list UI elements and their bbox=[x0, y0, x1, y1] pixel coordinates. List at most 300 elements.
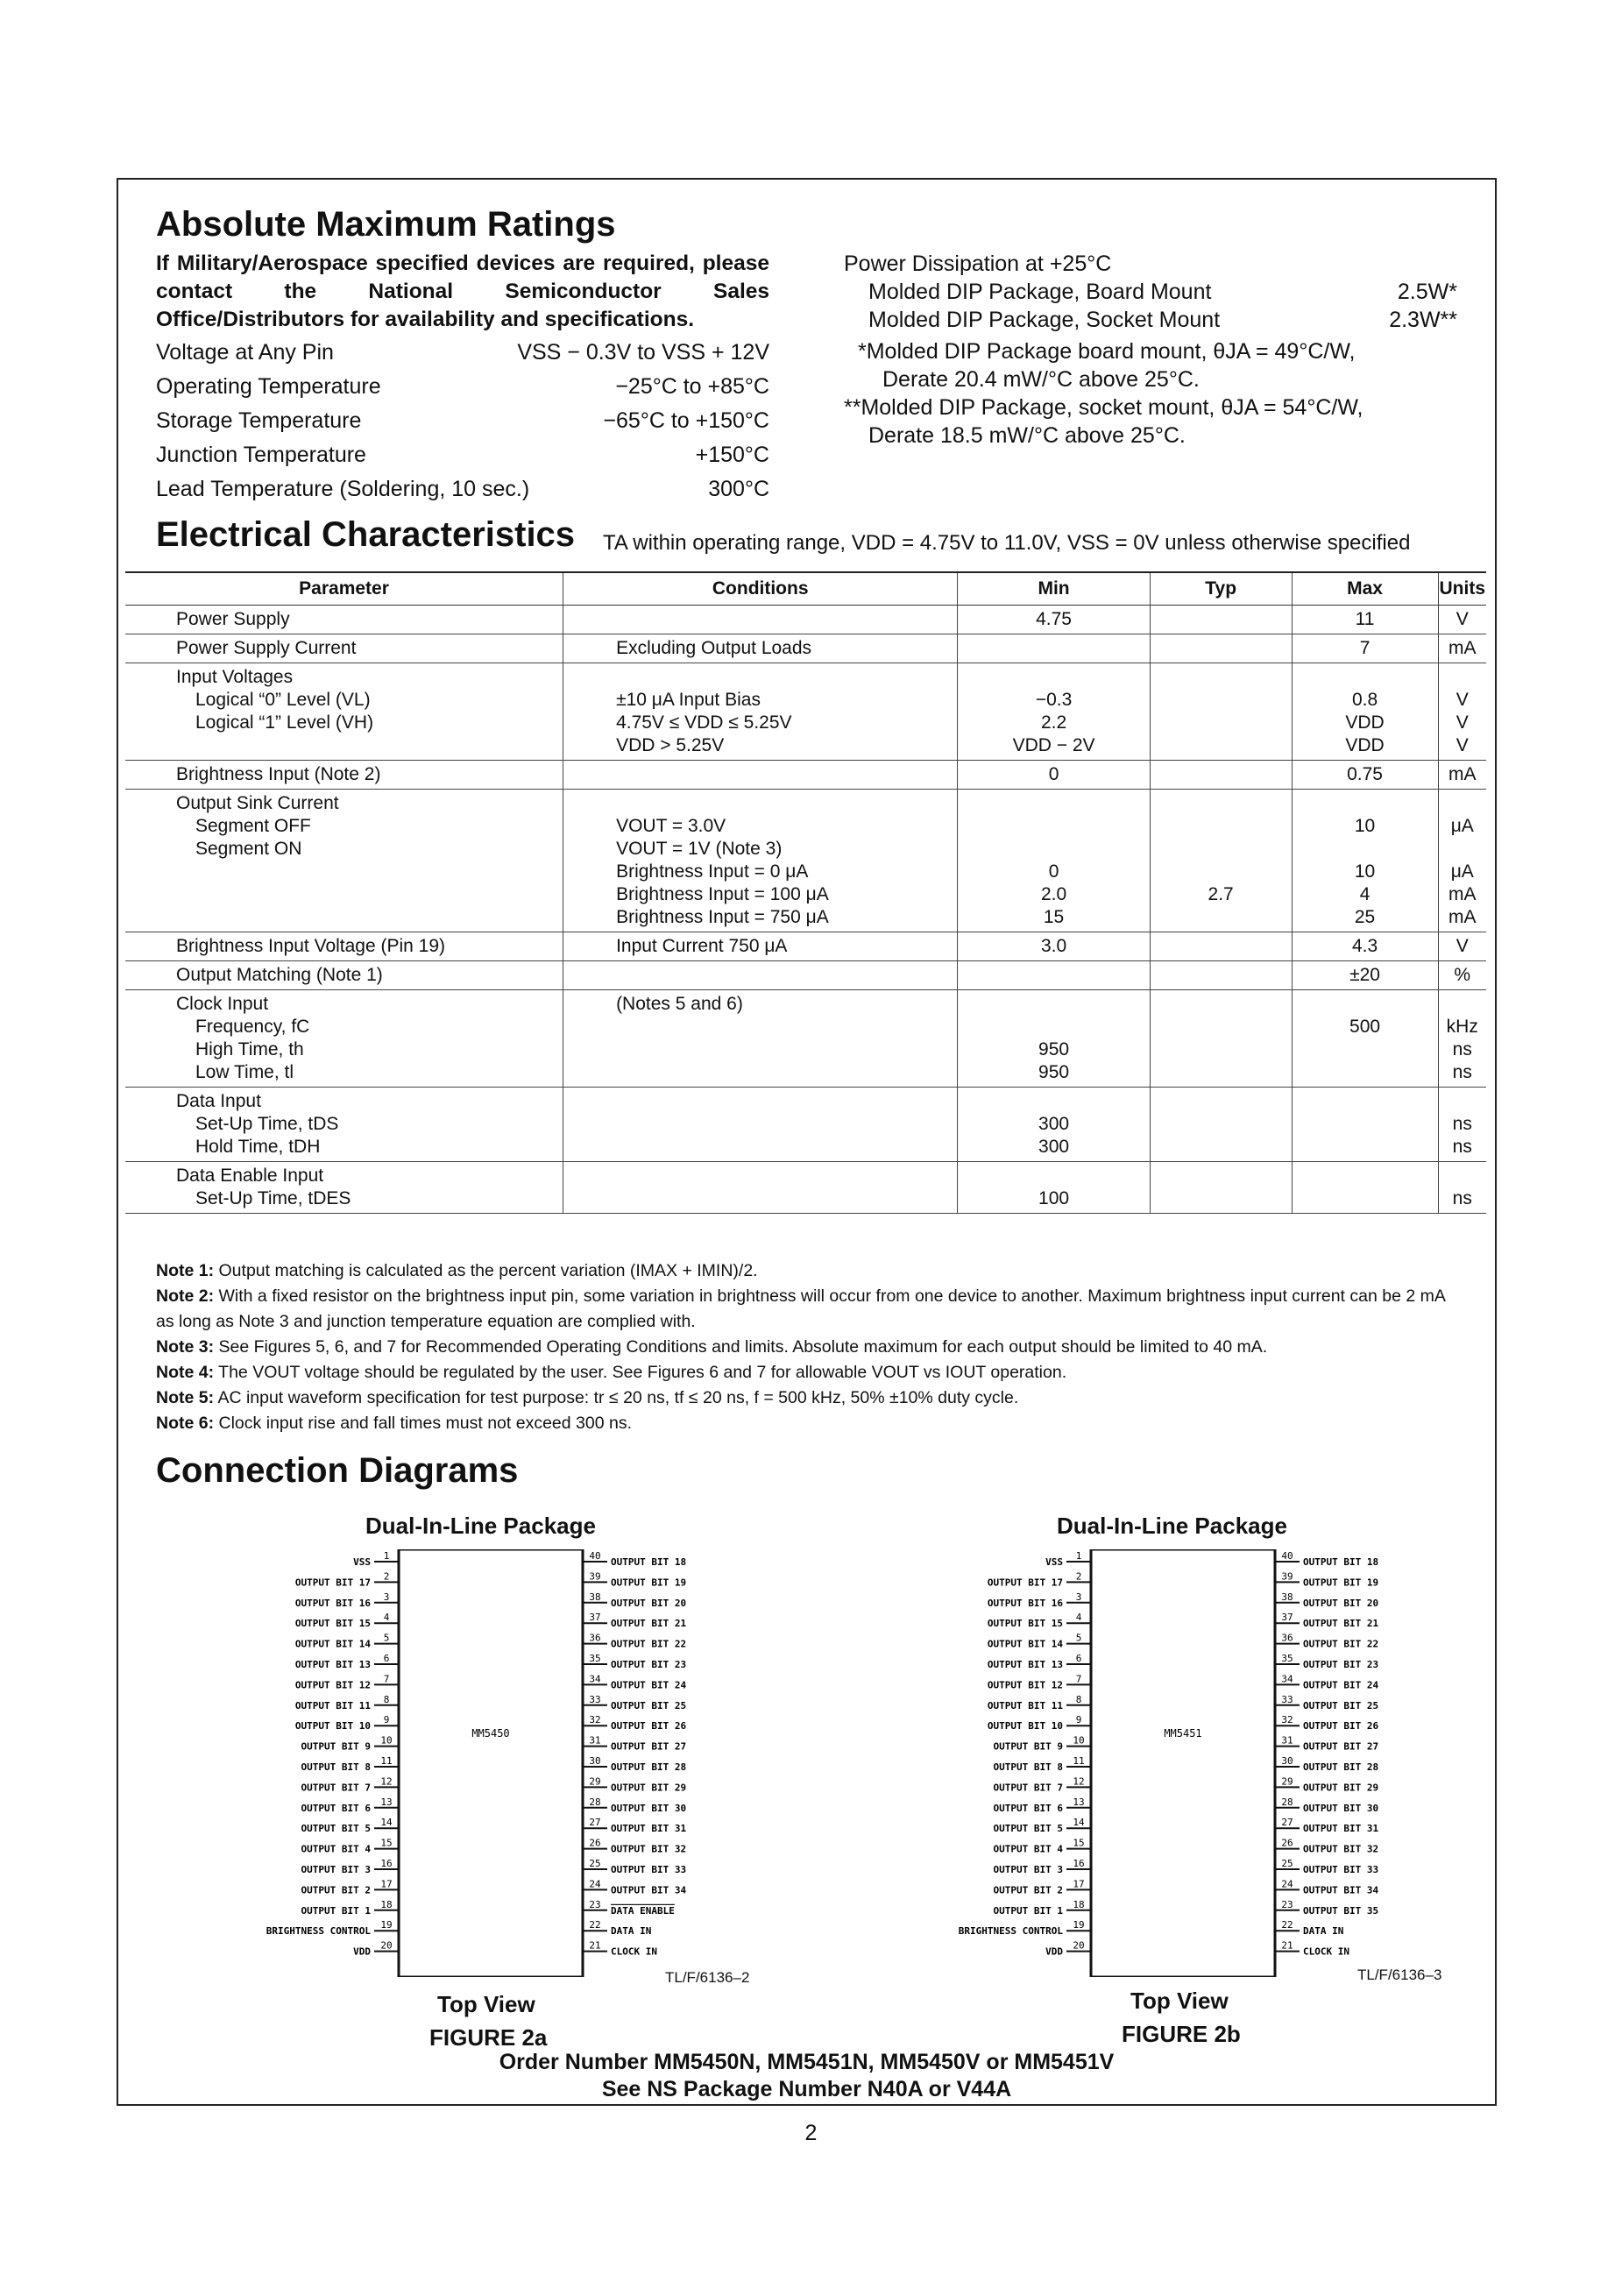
pin-number: 16 bbox=[380, 1858, 393, 1869]
rating-row bbox=[156, 404, 769, 438]
pin-label: OUTPUT BIT 17 bbox=[294, 1577, 371, 1589]
pin-number: 17 bbox=[380, 1878, 393, 1890]
ec-line: mA bbox=[1448, 884, 1477, 904]
ec-cell-u bbox=[1438, 961, 1486, 990]
ec-line bbox=[1151, 1165, 1292, 1187]
chip-body bbox=[1091, 1549, 1275, 1977]
ec-line: 10 bbox=[1354, 816, 1376, 836]
ec-line bbox=[1151, 838, 1292, 861]
col-units: Units bbox=[1438, 572, 1486, 606]
power-title: Power Dissipation at +25°C bbox=[844, 252, 1112, 276]
ec-cell-max bbox=[1292, 634, 1438, 663]
ec-line: μA bbox=[1450, 816, 1474, 836]
ec-title: Electrical Characteristics bbox=[156, 515, 576, 554]
pin-label: OUTPUT BIT 15 bbox=[987, 1618, 1063, 1630]
ec-line bbox=[616, 1038, 957, 1061]
pin-label: OUTPUT BIT 2 bbox=[993, 1884, 1063, 1896]
ec-line: ns bbox=[1452, 1114, 1472, 1134]
ec-line: Brightness Input = 0 μA bbox=[616, 861, 809, 882]
pin-number: 3 bbox=[1075, 1591, 1082, 1603]
pin-number: 31 bbox=[589, 1734, 601, 1747]
pin-label: OUTPUT BIT 27 bbox=[611, 1740, 687, 1753]
note-text: With a fixed resistor on the brightness input pin, some variation in brightness will occur from one device to another. Maximum brightness input current can be 2 mA as long as Note 3 and junction temperature equation are complied with. bbox=[156, 1286, 1445, 1331]
ec-line bbox=[1151, 666, 1292, 689]
ec-line: Brightness Input (Note 2) bbox=[176, 764, 381, 784]
ec-line bbox=[1151, 1061, 1292, 1084]
ec-line: 25 bbox=[1354, 907, 1376, 927]
ec-cell-min bbox=[958, 1162, 1150, 1214]
ec-line bbox=[616, 1113, 957, 1136]
dip-diagram-b bbox=[929, 1549, 1385, 1977]
ec-cell-u bbox=[1438, 990, 1486, 1088]
ec-line: μA bbox=[1450, 861, 1474, 882]
ec-row bbox=[125, 1088, 1486, 1162]
ec-line: Power Supply Current bbox=[176, 638, 357, 658]
pin-label: OUTPUT BIT 5 bbox=[993, 1823, 1063, 1835]
note bbox=[156, 1284, 1462, 1335]
pin-label: OUTPUT BIT 18 bbox=[611, 1556, 687, 1568]
ec-line bbox=[1439, 666, 1487, 689]
ec-line bbox=[616, 1136, 957, 1159]
note-text: Output matching is calculated as the percent variation (IMAX + IMIN)/2. bbox=[218, 1261, 758, 1280]
ec-line bbox=[1293, 1113, 1438, 1136]
ec-line: ±10 μA Input Bias bbox=[616, 690, 761, 710]
package-title-a: Dual-In-Line Package bbox=[365, 1513, 596, 1539]
ec-line: 0 bbox=[1048, 861, 1059, 882]
power-row bbox=[844, 278, 1457, 306]
ec-line bbox=[958, 993, 1149, 1016]
notes bbox=[156, 1258, 1462, 1436]
pin-label: VDD bbox=[353, 1945, 371, 1958]
pin-number: 21 bbox=[1281, 1939, 1293, 1952]
ec-line bbox=[616, 964, 957, 987]
ec-line: V bbox=[1456, 735, 1469, 755]
ec-cell-u bbox=[1438, 1162, 1486, 1214]
pin-label: OUTPUT BIT 2 bbox=[301, 1884, 371, 1896]
ec-line bbox=[616, 608, 957, 631]
ec-line bbox=[176, 906, 563, 929]
ec-line bbox=[616, 1187, 957, 1210]
ec-cell-typ bbox=[1150, 761, 1292, 790]
pin-number: 37 bbox=[1281, 1612, 1293, 1624]
ec-line: VOUT = 1V (Note 3) bbox=[616, 839, 783, 859]
ec-line bbox=[616, 763, 957, 786]
pin-number: 4 bbox=[1075, 1612, 1082, 1624]
military-warning: If Military/Aerospace specified devices are required, please contact the National Semiconductor Sales Office/Distributors for availability and specifications. bbox=[156, 252, 769, 331]
order-line-1: Order Number MM5450N, MM5451N, MM5450V or MM5451V bbox=[499, 2050, 1115, 2074]
ec-line: 500 bbox=[1349, 1017, 1381, 1037]
order-line-2: See NS Package Number N40A or V44A bbox=[601, 2077, 1012, 2101]
pin-number: 21 bbox=[589, 1939, 601, 1952]
ec-line: 300 bbox=[1038, 1137, 1070, 1157]
note-tag: Note 1: bbox=[156, 1261, 215, 1280]
ec-line bbox=[1293, 1090, 1438, 1113]
pin-number: 36 bbox=[1281, 1632, 1293, 1644]
ec-cell-min bbox=[958, 932, 1150, 961]
ec-line: Excluding Output Loads bbox=[616, 638, 812, 658]
pin-number: 32 bbox=[1281, 1714, 1293, 1726]
pin-number: 29 bbox=[1281, 1775, 1293, 1788]
ec-cell-max bbox=[1292, 761, 1438, 790]
ec-row bbox=[125, 961, 1486, 990]
ec-line bbox=[958, 1165, 1149, 1187]
pin-number: 7 bbox=[383, 1673, 390, 1685]
ec-line bbox=[958, 964, 1149, 987]
ec-line: 7 bbox=[1359, 638, 1371, 658]
ec-body bbox=[125, 606, 1486, 1214]
rating-label: Operating Temperature bbox=[156, 374, 381, 399]
ec-cell-p bbox=[125, 1088, 563, 1162]
ec-line bbox=[1151, 1136, 1292, 1159]
ec-line bbox=[1151, 792, 1292, 815]
pin-label: OUTPUT BIT 27 bbox=[1303, 1740, 1379, 1753]
ec-cell-typ bbox=[1150, 932, 1292, 961]
ec-line bbox=[1151, 734, 1292, 757]
ec-cell-p bbox=[125, 663, 563, 761]
ec-cell-max bbox=[1292, 932, 1438, 961]
pin-label: VDD bbox=[1045, 1945, 1063, 1958]
note bbox=[156, 1385, 1462, 1411]
ec-line: 15 bbox=[1043, 907, 1065, 927]
ec-line: mA bbox=[1448, 638, 1477, 658]
rating-label: Voltage at Any Pin bbox=[156, 340, 334, 365]
ec-cell-max bbox=[1292, 961, 1438, 990]
pin-label: OUTPUT BIT 29 bbox=[611, 1782, 687, 1794]
pin-label: OUTPUT BIT 26 bbox=[1303, 1720, 1379, 1733]
rating-value: −25°C to +85°C bbox=[615, 374, 769, 399]
footnote-1b: Derate 20.4 mW/°C above 25°C. bbox=[882, 367, 1200, 392]
col-max: Max bbox=[1292, 572, 1438, 606]
power-row bbox=[844, 306, 1457, 334]
ec-cell-c bbox=[563, 790, 958, 932]
ec-line bbox=[1439, 1090, 1487, 1113]
ec-line: 4 bbox=[1359, 884, 1371, 904]
ec-cell-p bbox=[125, 606, 563, 634]
pin-number: 8 bbox=[1075, 1693, 1082, 1705]
pin-label: OUTPUT BIT 3 bbox=[993, 1864, 1063, 1875]
pin-number: 20 bbox=[1073, 1939, 1085, 1952]
note bbox=[156, 1360, 1462, 1385]
rating-value: 300°C bbox=[708, 477, 769, 501]
abs-max-right bbox=[844, 250, 1457, 450]
ec-line bbox=[958, 637, 1149, 660]
ec-cell-c bbox=[563, 606, 958, 634]
pin-label: OUTPUT BIT 7 bbox=[993, 1782, 1063, 1794]
pin-label: OUTPUT BIT 8 bbox=[301, 1761, 371, 1773]
pin-label: OUTPUT BIT 13 bbox=[987, 1659, 1063, 1670]
footnote-2a: **Molded DIP Package, socket mount, θJA = 54°C/W, bbox=[844, 395, 1363, 420]
ec-line bbox=[1293, 1038, 1438, 1061]
pin-number: 38 bbox=[589, 1591, 601, 1603]
pin-label: OUTPUT BIT 9 bbox=[301, 1740, 371, 1753]
pin-label: OUTPUT BIT 25 bbox=[1303, 1699, 1379, 1711]
pin-label: OUTPUT BIT 21 bbox=[611, 1618, 687, 1630]
pin-number: 25 bbox=[1281, 1858, 1293, 1869]
ec-line bbox=[958, 792, 1149, 815]
ec-cell-u bbox=[1438, 932, 1486, 961]
chip-name: MM5451 bbox=[1164, 1727, 1202, 1740]
pin-number: 24 bbox=[589, 1878, 601, 1890]
rating-label: Junction Temperature bbox=[156, 443, 366, 467]
ec-row bbox=[125, 634, 1486, 663]
ec-line bbox=[1439, 993, 1487, 1016]
ec-row bbox=[125, 663, 1486, 761]
ec-cell-p bbox=[125, 990, 563, 1088]
power-value: 2.5W* bbox=[1397, 280, 1457, 304]
pin-label: BRIGHTNESS CONTROL bbox=[266, 1925, 371, 1938]
pin-label: OUTPUT BIT 9 bbox=[993, 1740, 1063, 1753]
ec-cell-c bbox=[563, 932, 958, 961]
ec-line: ns bbox=[1452, 1188, 1472, 1208]
pin-number: 15 bbox=[380, 1837, 393, 1849]
pin-label: OUTPUT BIT 23 bbox=[1303, 1659, 1379, 1670]
ec-line bbox=[1293, 792, 1438, 815]
pin-label: OUTPUT BIT 17 bbox=[987, 1577, 1063, 1589]
ec-line: 0.75 bbox=[1347, 764, 1383, 784]
ec-line bbox=[1151, 689, 1292, 712]
pin-number: 26 bbox=[1281, 1837, 1293, 1849]
pin-label: OUTPUT BIT 6 bbox=[301, 1802, 371, 1814]
ec-line bbox=[1439, 792, 1487, 815]
ec-line bbox=[176, 883, 563, 906]
pin-label: DATA ENABLE bbox=[611, 1904, 675, 1917]
ec-line: Segment ON bbox=[195, 839, 302, 859]
ec-line bbox=[958, 838, 1149, 861]
pin-label: OUTPUT BIT 28 bbox=[1303, 1761, 1379, 1773]
ec-line: Data Enable Input bbox=[176, 1166, 324, 1186]
ec-cell-u bbox=[1438, 606, 1486, 634]
power-rows bbox=[844, 278, 1457, 334]
pin-label: OUTPUT BIT 12 bbox=[294, 1679, 371, 1691]
ec-line bbox=[616, 1061, 957, 1084]
ec-line: 10 bbox=[1354, 861, 1376, 882]
ec-line bbox=[1151, 861, 1292, 883]
ec-line bbox=[1439, 1165, 1487, 1187]
pin-label: OUTPUT BIT 35 bbox=[1303, 1904, 1379, 1917]
ec-line: V bbox=[1456, 936, 1469, 956]
package-title-b: Dual-In-Line Package bbox=[1057, 1513, 1287, 1539]
pin-label: OUTPUT BIT 5 bbox=[301, 1823, 371, 1835]
ec-line: Input Voltages bbox=[176, 667, 294, 687]
ec-line bbox=[1293, 838, 1438, 861]
ec-cell-max bbox=[1292, 1088, 1438, 1162]
ec-line bbox=[1151, 964, 1292, 987]
ec-line: Frequency, fC bbox=[195, 1017, 310, 1037]
ec-line: 4.75 bbox=[1036, 609, 1072, 629]
pin-number: 6 bbox=[1075, 1653, 1082, 1664]
pin-label: OUTPUT BIT 20 bbox=[611, 1597, 687, 1609]
pin-label: OUTPUT BIT 18 bbox=[1303, 1556, 1379, 1568]
ec-cell-min bbox=[958, 606, 1150, 634]
ec-cell-min bbox=[958, 634, 1150, 663]
ec-row bbox=[125, 1162, 1486, 1214]
ec-line: 950 bbox=[1038, 1062, 1070, 1082]
ec-line: mA bbox=[1448, 764, 1477, 784]
ec-line: mA bbox=[1448, 907, 1477, 927]
pin-number: 18 bbox=[380, 1898, 393, 1910]
ec-cell-min bbox=[958, 990, 1150, 1088]
ec-line: 4.75V ≤ VDD ≤ 5.25V bbox=[616, 712, 792, 733]
ec-table bbox=[125, 571, 1486, 1214]
ec-cell-min bbox=[958, 1088, 1150, 1162]
ec-row bbox=[125, 761, 1486, 790]
pin-number: 15 bbox=[1073, 1837, 1085, 1849]
ec-line: VOUT = 3.0V bbox=[616, 816, 726, 836]
pin-number: 34 bbox=[1281, 1673, 1293, 1685]
ec-cell-typ bbox=[1150, 1088, 1292, 1162]
rating-row bbox=[156, 438, 769, 472]
pin-number: 6 bbox=[383, 1653, 390, 1664]
pin-number: 1 bbox=[1075, 1550, 1082, 1562]
ec-line bbox=[1151, 1113, 1292, 1136]
pin-label: OUTPUT BIT 1 bbox=[993, 1904, 1063, 1917]
pin-label: OUTPUT BIT 14 bbox=[294, 1638, 371, 1650]
ec-line bbox=[958, 1090, 1149, 1113]
pin-label: DATA IN bbox=[1303, 1925, 1344, 1938]
ec-cell-p bbox=[125, 961, 563, 990]
pin-label: OUTPUT BIT 3 bbox=[301, 1864, 371, 1875]
chip-name: MM5450 bbox=[471, 1727, 510, 1740]
ec-line: 300 bbox=[1038, 1114, 1070, 1134]
ec-line: ns bbox=[1452, 1039, 1472, 1059]
ec-cell-min bbox=[958, 961, 1150, 990]
pin-number: 33 bbox=[1281, 1693, 1293, 1705]
rating-value: VSS − 0.3V to VSS + 12V bbox=[517, 340, 769, 365]
pin-number: 5 bbox=[1075, 1632, 1082, 1644]
pin-label: OUTPUT BIT 25 bbox=[611, 1699, 687, 1711]
pin-label: OUTPUT BIT 10 bbox=[294, 1720, 371, 1733]
ec-line: Low Time, tl bbox=[195, 1062, 294, 1082]
pin-number: 38 bbox=[1281, 1591, 1293, 1603]
footnote-1a: *Molded DIP Package board mount, θJA = 49°C/W, bbox=[858, 339, 1356, 364]
pin-number: 14 bbox=[380, 1817, 393, 1829]
pin-label: OUTPUT BIT 13 bbox=[294, 1659, 371, 1670]
pin-number: 11 bbox=[1073, 1755, 1085, 1767]
ec-line bbox=[616, 1016, 957, 1038]
ec-line: 4.3 bbox=[1351, 936, 1378, 956]
ec-row bbox=[125, 606, 1486, 634]
ec-line: Data Input bbox=[176, 1091, 261, 1111]
pin-number: 23 bbox=[1281, 1898, 1293, 1910]
ec-line: ±20 bbox=[1349, 965, 1380, 985]
rating-value: +150°C bbox=[695, 443, 769, 467]
ec-line: Output Matching (Note 1) bbox=[176, 965, 383, 985]
col-typ: Typ bbox=[1150, 572, 1292, 606]
ec-line: 2.2 bbox=[1040, 712, 1067, 733]
ec-line bbox=[1293, 993, 1438, 1016]
note-text: AC input waveform specification for test purpose: tr ≤ 20 ns, tf ≤ 20 ns, f = 500 kHz, 50% ±10% duty cycle. bbox=[217, 1388, 1019, 1407]
ec-cell-typ bbox=[1150, 1162, 1292, 1214]
pin-number: 3 bbox=[383, 1591, 390, 1603]
pin-number: 26 bbox=[589, 1837, 601, 1849]
ec-line bbox=[176, 734, 563, 757]
note-text: See Figures 5, 6, and 7 for Recommended Operating Conditions and limits. Absolute maximum for each output should be limited to 40 mA. bbox=[218, 1337, 1268, 1357]
pin-number: 10 bbox=[1073, 1734, 1085, 1747]
ec-line: Input Current 750 μA bbox=[616, 936, 788, 956]
pin-number: 13 bbox=[1073, 1796, 1085, 1808]
pin-number: 25 bbox=[589, 1858, 601, 1869]
pin-label: OUTPUT BIT 4 bbox=[993, 1843, 1063, 1855]
ec-line: 0.8 bbox=[1351, 690, 1378, 710]
rating-label: Lead Temperature (Soldering, 10 sec.) bbox=[156, 477, 530, 501]
pin-number: 39 bbox=[589, 1570, 601, 1583]
ec-row bbox=[125, 990, 1486, 1088]
ec-cell-p bbox=[125, 634, 563, 663]
abs-max-left bbox=[156, 250, 769, 507]
ec-cell-u bbox=[1438, 634, 1486, 663]
ec-line bbox=[1293, 1187, 1438, 1210]
pin-label: OUTPUT BIT 32 bbox=[1303, 1843, 1379, 1855]
ec-line bbox=[616, 792, 957, 815]
ec-cell-max bbox=[1292, 663, 1438, 761]
top-view-b: Top View bbox=[1130, 1988, 1229, 2014]
ec-cell-min bbox=[958, 790, 1150, 932]
pin-number: 20 bbox=[380, 1939, 393, 1952]
pin-number: 27 bbox=[1281, 1817, 1293, 1829]
ec-line: VDD bbox=[1345, 712, 1385, 733]
rating-value: −65°C to +150°C bbox=[603, 408, 769, 433]
note-tag: Note 2: bbox=[156, 1286, 215, 1306]
ec-cell-typ bbox=[1150, 790, 1292, 932]
connection-title: Connection Diagrams bbox=[156, 1451, 519, 1490]
pin-number: 35 bbox=[1281, 1653, 1293, 1664]
ec-line bbox=[1151, 1090, 1292, 1113]
ec-cell-typ bbox=[1150, 634, 1292, 663]
pin-number: 31 bbox=[1281, 1734, 1293, 1747]
ec-line bbox=[1151, 1016, 1292, 1038]
pin-label: OUTPUT BIT 19 bbox=[611, 1577, 687, 1589]
pin-number: 9 bbox=[1075, 1714, 1082, 1726]
pin-number: 7 bbox=[1075, 1673, 1082, 1685]
pin-number: 22 bbox=[589, 1919, 601, 1931]
pin-label: OUTPUT BIT 1 bbox=[301, 1904, 371, 1917]
ec-line bbox=[958, 815, 1149, 838]
power-value: 2.3W** bbox=[1389, 308, 1457, 332]
pin-label: OUTPUT BIT 32 bbox=[611, 1843, 687, 1855]
chip-body bbox=[399, 1549, 583, 1977]
pin-number: 11 bbox=[380, 1755, 393, 1767]
pin-number: 12 bbox=[1073, 1775, 1085, 1788]
rating-row bbox=[156, 336, 769, 370]
ec-cell-typ bbox=[1150, 990, 1292, 1088]
ec-cell-min bbox=[958, 761, 1150, 790]
ec-line bbox=[1151, 815, 1292, 838]
ec-line bbox=[1151, 637, 1292, 660]
ec-line: (Notes 5 and 6) bbox=[616, 994, 743, 1014]
pin-label: OUTPUT BIT 21 bbox=[1303, 1618, 1379, 1630]
pin-label: OUTPUT BIT 30 bbox=[611, 1802, 687, 1814]
ec-row bbox=[125, 932, 1486, 961]
ec-cell-p bbox=[125, 761, 563, 790]
pin-label: OUTPUT BIT 24 bbox=[1303, 1679, 1379, 1691]
ec-row bbox=[125, 790, 1486, 932]
pin-label: OUTPUT BIT 14 bbox=[987, 1638, 1063, 1650]
pin-label: OUTPUT BIT 31 bbox=[611, 1823, 687, 1835]
ec-line: −0.3 bbox=[1035, 690, 1073, 710]
col-conditions: Conditions bbox=[563, 572, 958, 606]
pin-number: 30 bbox=[589, 1755, 601, 1767]
ec-line bbox=[958, 666, 1149, 689]
ec-cell-u bbox=[1438, 790, 1486, 932]
pin-number: 29 bbox=[589, 1775, 601, 1788]
pin-number: 4 bbox=[383, 1612, 390, 1624]
ec-line bbox=[1151, 906, 1292, 929]
pin-label: OUTPUT BIT 26 bbox=[611, 1720, 687, 1733]
pin-number: 40 bbox=[1281, 1550, 1293, 1562]
pin-label: OUTPUT BIT 33 bbox=[611, 1864, 687, 1875]
ec-line bbox=[958, 1016, 1149, 1038]
ec-line bbox=[1293, 1136, 1438, 1159]
